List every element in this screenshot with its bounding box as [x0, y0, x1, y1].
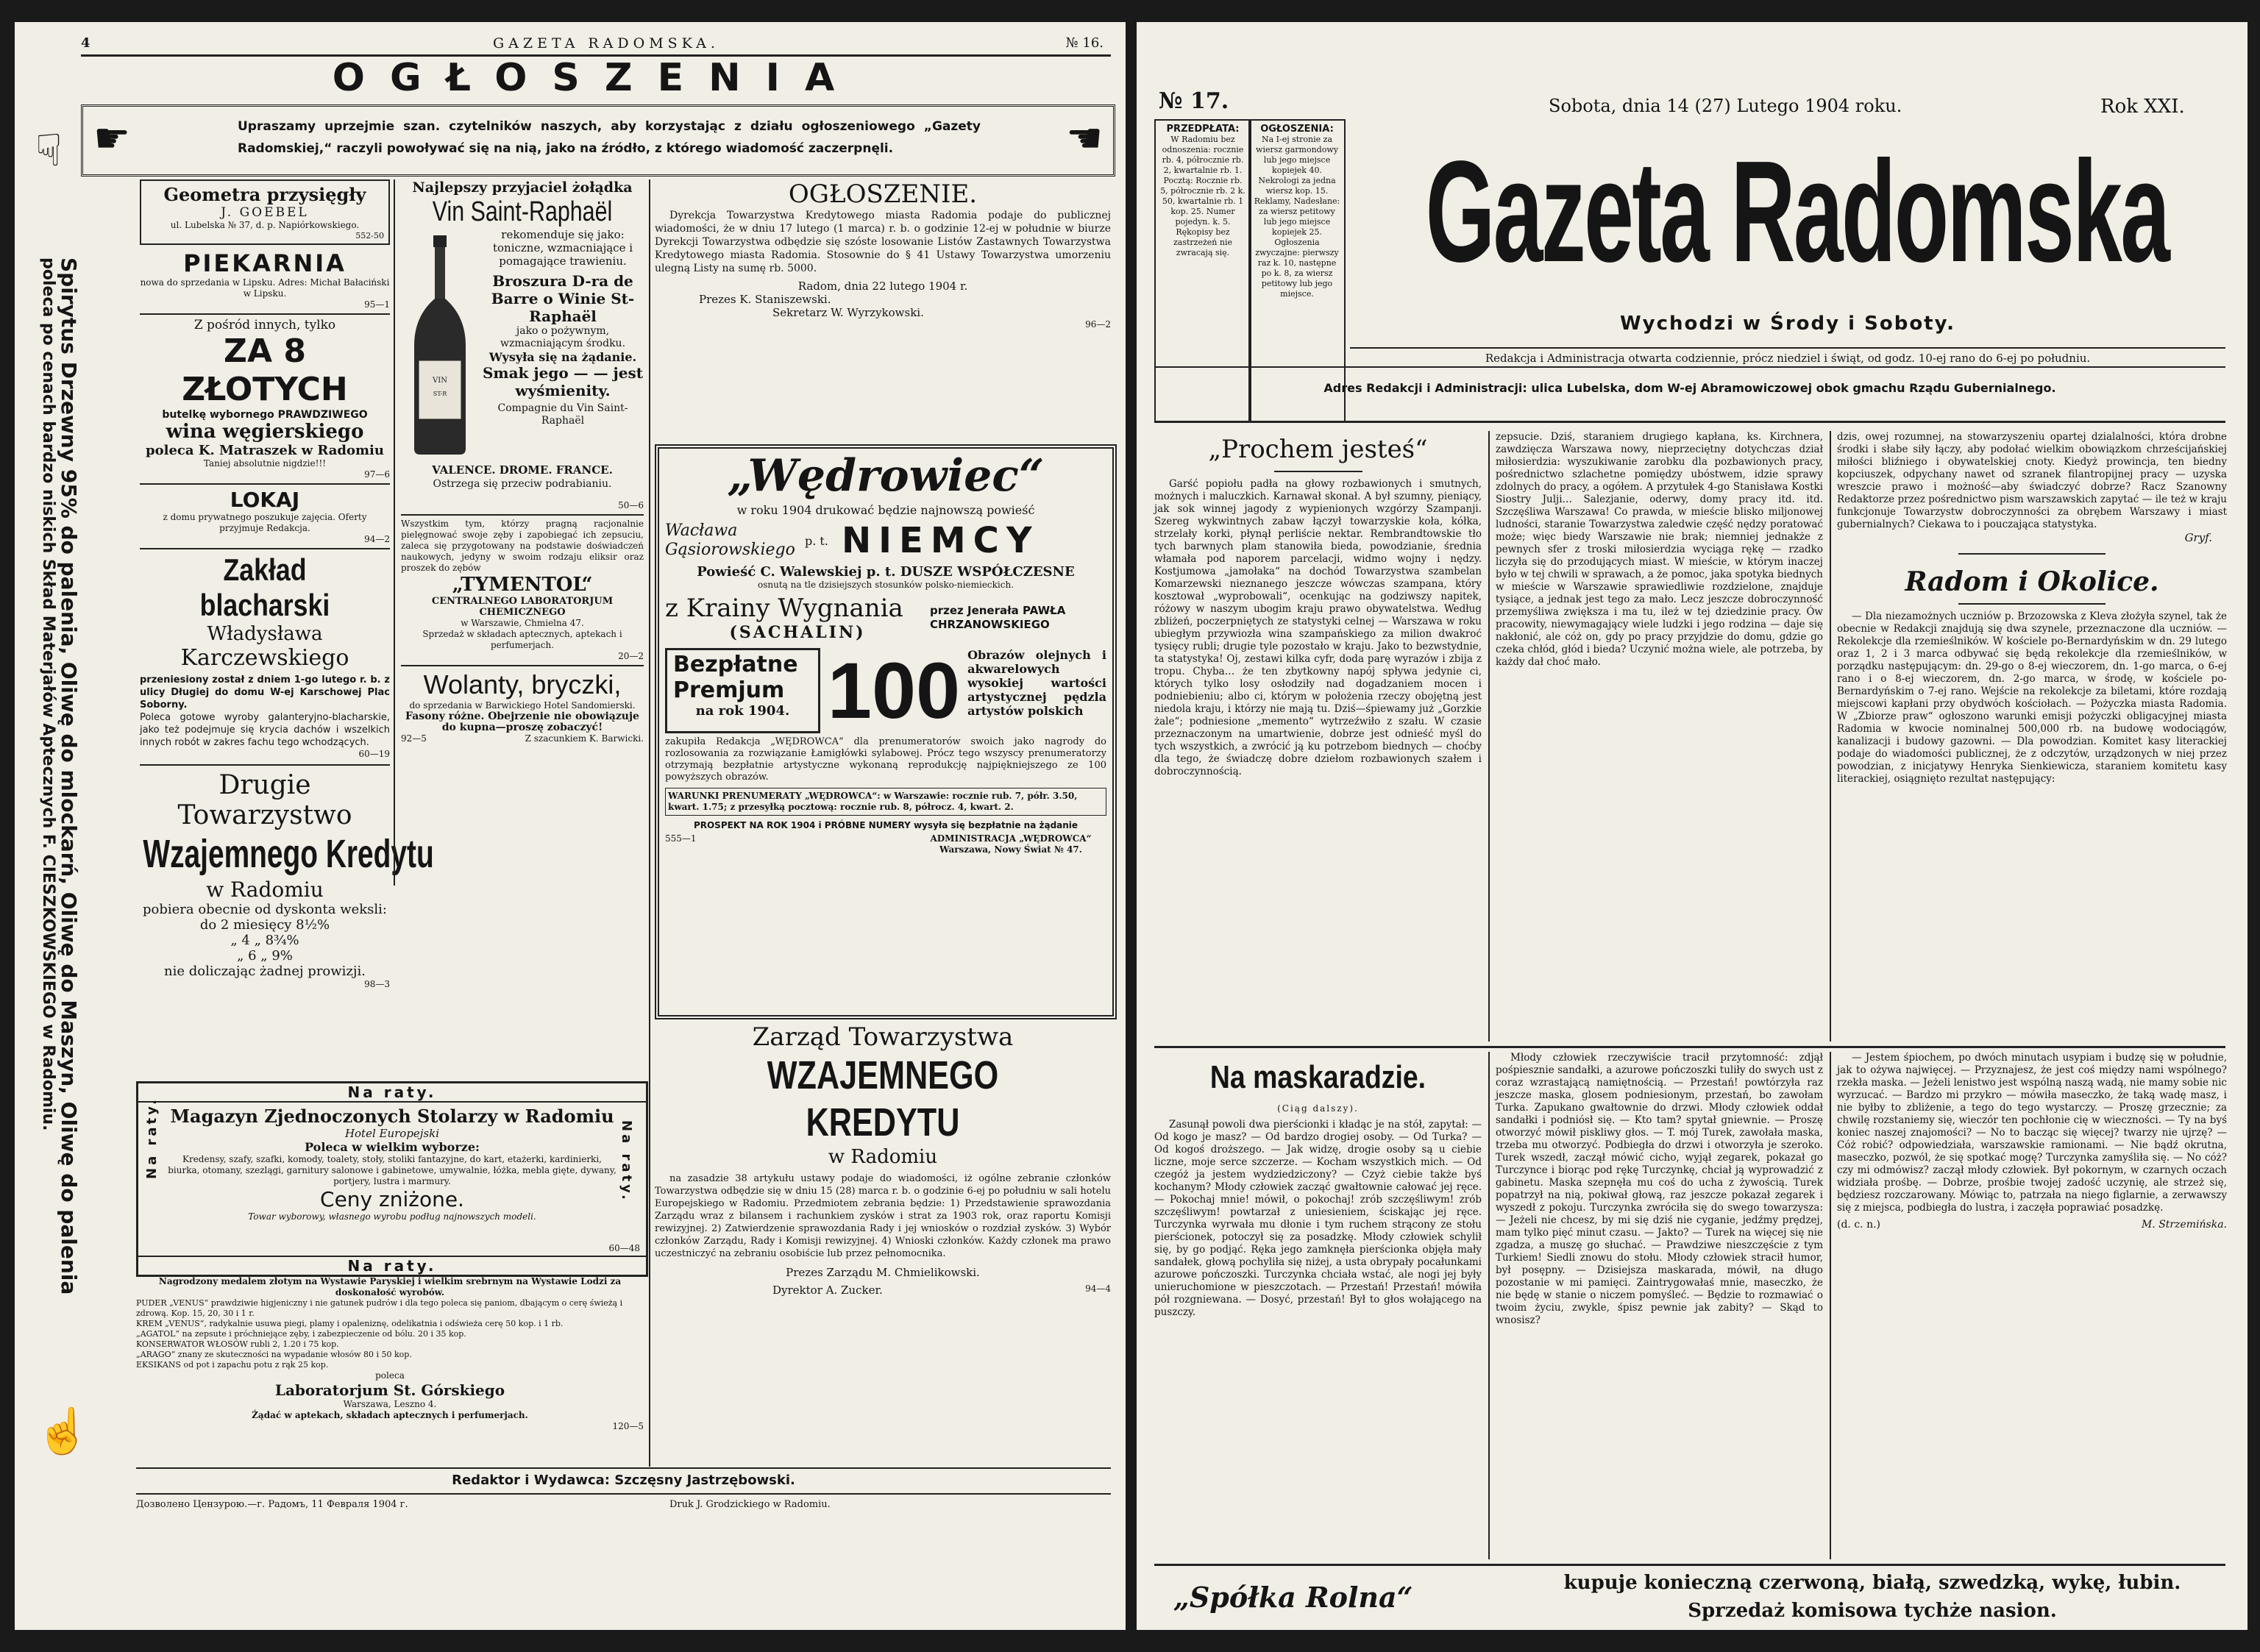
zarzad-text: na zasadzie 38 artykułu ustawy podaje do wiadomości, iż ogólne zebranie członków Towarzystwa odbędzie się w dniu 15 (28) marca r. b. o godzinie 6-ej po południu w sali hotelu Europejskiego w Radomiu. Przedmiotem zebrania będzie: 1) Przedstawienie sprawozdania Zarządu wraz z bilansem i rachunkiem zysków i strat za 1903 rok, oraz raportu Komisji rewizyjnej. 2) Zatwierdzenie sprawozdania Rady i jej wniosków o rozdział zysków. 3) Wybór członków Zarządu, Rady i Komisji rewizyjnej. 4) Wnioski członków. Każdy członek ma prawo uczestniczyć na zebraniu osobiście lub przez pełnomocnika.	[655, 1173, 1111, 1259]
feuilleton-title: Na maskaradzie.	[1209, 1059, 1426, 1095]
section-text: — Dla niezamożnych uczniów p. Brzozowska z Kleva złożyła szynel, tak że obecnie w Redakcji znajdują się dwa szynele, przeznaczone dla uczniów. — Rekolekcje dla rzemieślników. W kościele po-Bernardyńskim w dn. 29 lutego oraz 1, 2 i 3 marca odbywać się będą rekolekcje dla rzemieślników, w porządku następującym: dn. 29-go o 8-ej wieczorem, dn. 1-go marca, o 6-ej rano i o 8-ej wieczorem, dn. 2-go marca, w środę, w kościele po-Bernardyńskim o 7-ej rano. Wejście na rekolekcje za biletami, które rozdają miejscowi kapłani przy obydwóch kościołach. — Pożyczka miasta Radomia. W „Zbiorze praw“ ogłoszono warunki emisji pożyczki obligacyjnej miasta Radomia w kwocie nominalnej 500,000 rb. na budowę wodociągów, kanalizacji i budowy gazowni. — Dla powodzian. Komitet kasy literackiej podaje do wiadomości publicznej, że z odczytów, urządzonych w niej przez powodzian, z inicjatywy Henryka Sienkiewicza, staraniem komitetu kasy literackiej, osiągnięto rezultat następujący:	[1837, 610, 2227, 785]
feuilleton-author: M. Strzemińska.	[2141, 1219, 2227, 1231]
gorski-poleca: poleca	[375, 1370, 405, 1381]
wedrowiec-kraina	[659, 591, 1112, 645]
wino-intro: Z pośród innych, tylko	[193, 318, 336, 332]
svg-text:VIN: VIN	[433, 377, 447, 385]
ad-ref: 92—5	[401, 733, 427, 744]
subscription-text: W Radomiu bez odnoszenia: rocznie rb. 4, półrocznie rb. 2, kwartalnie rb. 1. Pocztą: Rocznie rb. 5, półrocznie rb. 2 k. 50, kwartalnie rb. 1 kop. 25. Numer pojedyn. k. 5. Rękopisy bez zastrzeżeń nie zwracają się.	[1160, 135, 1246, 257]
spolka-name: „Spółka Rolna“	[1173, 1581, 1413, 1614]
wedrowiec-line: w roku 1904 drukować będzie najnowszą powieść	[736, 503, 1035, 517]
ad-geometra	[140, 179, 390, 245]
divider	[1274, 471, 1362, 472]
wino-line: Taniej absolutnie nigdzie!!!	[203, 458, 327, 469]
towarzystwo-title: Drugie Towarzystwo	[177, 770, 352, 830]
magazyn-list: Kredensy, szafy, szafki, komody, toalety, stoły, stoliki fantazyjne, do kart, etażerki, kardinierki, biurka, otomany, szezlągi, garnitury salonowe i gabinetowe, umywalnie, łóżka, mebla gięte, dywany, portjery, lustra i marmury.	[168, 1154, 616, 1186]
issue-year: Rok XXI.	[2100, 96, 2185, 118]
feuilleton-col3	[1837, 1052, 2227, 1559]
section-title: Radom i Okolice.	[1905, 566, 2159, 597]
wolanty-text: Fasony różne. Obejrzenie nie obowiązuje do kupna—proszę zobaczyć!	[405, 711, 639, 733]
gorski-item: EKSIKANS od pot i zapachu potu z rąk 25 kop.	[136, 1360, 329, 1370]
naraty-label: Na raty.	[144, 1096, 160, 1179]
zarzad-title-big: WZAJEMNEGO KREDYTU	[767, 1053, 999, 1144]
magazyn-body	[138, 1103, 646, 1225]
ads-banner: OGŁOSZENIA	[332, 56, 860, 100]
tymentol-lab: CENTRALNEGO LABORATORJUM CHEMICZNEGO	[431, 596, 614, 618]
piekarnia-text: nowa do sprzedania w Lipsku. Adres: Michał Bałaciński w Lipsku.	[140, 277, 390, 299]
divider	[1830, 431, 1831, 1042]
magazyn-sub: Hotel Europejski	[344, 1127, 440, 1140]
ad-ref: 96—2	[1085, 319, 1111, 330]
towarzystwo-title-big: Wzajemnego Kredytu	[143, 832, 434, 876]
rafael-line: Smak jego — — jest wyśmienity.	[482, 364, 644, 399]
rate-line: do 2 miesięcy 8½%	[199, 917, 330, 933]
geometra-address: ul. Lubelska № 37, d. p. Napiórkowskiego.	[170, 220, 360, 230]
ad-ref: 60—19	[358, 749, 390, 759]
pointing-hand-icon: ☛	[1065, 115, 1103, 163]
issue-number: № 16.	[1065, 35, 1104, 51]
article-text: Garść popiołu padła na głowy rozbawionych i smutnych, możnych i maluczkich. Karnawał skonał. A był szumny, pieniący, jak sok winnej jagody z wypienionych wzgórzy Szampanji. Szereg wykwintnych zabaw łączył towarzyskie koła, kółka, strzelały korki, płynął perliście nektar. Rembrandtowskie tło tych barwnych plam stanowiła bieda, powodzianie, średnia włamała pod naporem parcelacji, widmo wojny i nędzy. Kostjumowa „jamołaka“ na dochód Towarzystwa szambelan Komarzewski nieznanego jeszcze wówczas szampana, który kosztował „wyprobowali“, ocenkując na godziwszy napitek, różowy w naszym ubogim kraju prawo obywatelstwa. Według zbliżeń, poczerpniętych ze statystyki celnej — Warszawa w roku ubiegłym przywiozła wina szampańskiego za milion dwakroć tysięcy rubli; drugie tyle pozostało w kraju. Jako to bezwstydnie, ta statystyka! Oj, zestawi kilka cyfr, doda parę wyrazów i zbija z tropu. Chyba… że ten zbytkowny napój spływa jedynie ci, których tylko losy osłodziły nad dogadzaniem mocen i podniebieniu; albo ci, którym w położenia rzeczy obojętną jest niedola kraju, i którzy nie mają tu. Dziś—śpiewamy już „Gorzkie żale“; podniesione „memento“ wytrzeźwiło z szału. W czasie przeznaczonym na umartwienie, dobrze jest odnieść myśl do tych wszystkich, a zwrócić ją ku potrzebom biednych — choćby dla tego, że świadczę dobre dziełom rozbawionych szałem i dobroczynnością.	[1154, 478, 1482, 777]
censor-line: Дозволено Цензурою.—г. Радомъ, 11 Февраля 1904 г.	[136, 1499, 408, 1510]
wedrowiec-line: Powieść C. Walewskiej p. t. DUSZE WSPÓŁCZESNE	[697, 564, 1075, 580]
lokaj-text: z domu prywatnego poszukuje zajęcia. Oferty przyjmuje Redakcja.	[163, 512, 367, 533]
gorski-sale: Żądać w aptekach, składach aptecznych i perfumerjach.	[252, 1410, 528, 1420]
rafael-text	[482, 228, 644, 427]
rafael-line: VALENCE. DROME. FRANCE.	[432, 463, 613, 477]
kraina-sachalin: (SACHALIN)	[729, 623, 866, 642]
masthead-subtitle: Wychodzi w Środy i Soboty.	[1619, 313, 1956, 335]
blacharski-text: przeniesiony został z dniem 1-go lutego r. b. z ulicy Długiej do domu W-ej Karschowej Plac Soborny.	[140, 674, 390, 711]
side-strip	[35, 125, 90, 1464]
blacharski-owner: Karczewskiego	[180, 645, 349, 671]
divider	[140, 764, 390, 766]
divider	[136, 1493, 1111, 1495]
divider	[649, 179, 650, 1467]
ad-rates-text: Na I-ej stronie za wiersz garmondowy lub jego miejsce kopiejek 40. Nekrologi za jedna wiersz kop. 15. Reklamy, Nadesłane: za wiersz petitowy lub jego miejsce kopiejek 25. Ogłoszenia zwyczajne: pierwszy raz k. 10, następne po k. 8, za wiersz petitowy lub jego miejsce.	[1254, 135, 1340, 299]
divider	[1154, 421, 2225, 423]
page-number: 4	[81, 35, 90, 51]
wedrowiec-desc: zakupiła Redakcja „WĘDROWCA“ dla prenumeratorów swoich jako nagrody do rozlosowania za rozwiązanie Łamigłówki sylabowej. Prócz tego wszyscy prenumeratorzy otrzymają bezpłatnie artystyczne wykonaną reprodukcję najpiękniejszego ze 100 powyższych obrazów.	[665, 736, 1106, 783]
gorski-addr: Warszawa, Leszno 4.	[343, 1399, 437, 1409]
svg-text:ST-R: ST-R	[433, 391, 447, 397]
magazyn-prices: Ceny zniżone.	[320, 1187, 464, 1211]
divider	[401, 665, 644, 666]
premium-text: Obrazów olejnych i akwarelowych wysokiej wartości artystycznej pędzla artystów polskich	[967, 648, 1106, 718]
rafael-body	[401, 228, 644, 500]
side-text-spirytus: Spirytus Drzewny 95% do palenia, Oliwę do mlockarń, Oliwę do Maszyn, Oliwę do palenia	[57, 257, 81, 1295]
piekarnia-title: PIEKARNIA	[183, 249, 347, 277]
kraina-block	[665, 594, 930, 642]
wedrowiec-author: Wacława Gąsiorowskiego	[665, 521, 795, 559]
blacharski-text: Poleca gotowe wyroby galanteryjno-blacharskie, jako też podejmuje się krycia dachów i wszelkich innych robót w zakres fachu tego wchodzących.	[140, 712, 390, 748]
divider	[136, 1467, 1111, 1469]
spolka-line: Sprzedaż komisowa tychże nasion.	[1688, 1600, 2057, 1622]
naraty-label: Na raty.	[138, 1083, 646, 1103]
column-2	[401, 179, 644, 878]
divider	[1154, 366, 2225, 368]
article-text: dzis, owej rozumnej, na stowarzyszeniu opartej dzialalności, która drobne środki i słabe siły łączy, aby podołać wielkim obowiązkom chrześcijańskiej miłości bliźniego i obywatelskiej cnoty. Kiedyż prowincja, ten biedny kopciuszek, odpychany nawet od szranek filantropijnej pracy — uzyska wreszcie prawo i możność—aby świadczyć dobrze? Racz Szanowny Redaktorze przez pośrednictwo pism warszawskich zapytać — ile też w kraju funkcjonuje Towarzystw dobroczynności za obrębem Warszawy i miast gubernialnych? Ciekawa to i pouczająca statystyka.	[1837, 431, 2227, 530]
magazyn-poleca: Poleca w wielkim wyborze:	[305, 1140, 480, 1154]
kraina-author: przez Jenerała PAWŁA CHRZANOWSKIEGO	[930, 604, 1066, 631]
article-signature: Gryf.	[2184, 531, 2212, 544]
notice-signature: Sekretarz W. Wyrzykowski.	[772, 306, 924, 319]
magazyn-tail: Towar wyborowy, własnego wyrobu podług najnowszych modeli.	[248, 1211, 536, 1222]
wolanty-title: Wolanty, bryczki,	[423, 669, 622, 699]
towarzystwo-line: nie doliczając żadnej prowizji.	[164, 964, 366, 979]
rafael-line: Compagnie du Vin Saint-Raphaël	[497, 402, 628, 427]
pointing-hand-icon: ☝	[35, 1406, 90, 1457]
divider	[1488, 431, 1490, 1042]
naraty-label: Na raty.	[138, 1256, 646, 1275]
divider	[401, 514, 644, 516]
wedrowiec-premium	[659, 645, 1112, 736]
ad-ref: 97—6	[364, 469, 390, 480]
rate-line: „ 4 „ 8¾%	[230, 933, 299, 948]
ad-ref: 94—4	[1085, 1283, 1111, 1294]
tymentol-sale: Sprzedaż w składach aptecznych, aptekach i perfumerjach.	[422, 629, 622, 650]
wedrowiec-novel	[659, 517, 1112, 564]
gorski-ad	[136, 1276, 644, 1464]
ad-rates-box	[1248, 119, 1346, 422]
feuilleton-text: — Jestem śpiochem, po dwóch minutach usypiam i budzę się w południe, jak to ożywa najwięcej. — Przyznajesz, że jest coś między nami wspólnego? rzekła maska. — Jeżeli lenistwo jest wspólną naszą wadą, nie mamy sobie nic wyrzucać. — Bardzo mi przykro — mówiła maseczko, że taką wadę masz, i nie byłby to zbliżenie, a tego do tego wystarczy. — Proszę grzecznie; za chwilę rozstaniemy się, wieczór ten pochłonie cię w wieczności. — Ty na byś koniec naszej znajomości? — No to bacząc się więcej? twarzy nie ujrzę? — Cóż robić? odpowiedziała, warszawskie ramionami. — Nie bądź okrutna, maseczko, pozwól, że się spotkać mogę? Turczynka zamyśliła się. — No cóż? czy mi odmówisz? zaczął młody człowiek. Był pokornym, w czarnych oczach widziała prośbę. — Dobrze, prośbie twojej zadość uczynię, ale strzeż się, będziesz rozczarowany. Mówiąc to, patrzała na niego figlarnie, a zerwawszy się z miejsca, podbiegła do lustra, i zaczęła poprawiać posadzkę.	[1837, 1052, 2227, 1214]
subscription-box	[1154, 119, 1251, 422]
gorski-item: KREM „VENUS“, radykalnie usuwa piegi, plamy i opaleniznę, odelikatnia i odświeża cerę 50 kop. i 1 rb.	[136, 1319, 564, 1328]
editor-line: Redaktor i Wydawca: Szczęsny Jastrzębowski.	[452, 1473, 795, 1488]
divider	[1830, 1052, 1831, 1559]
ad-ref: 50—6	[618, 500, 644, 510]
appeal-box	[81, 104, 1115, 177]
wedrowiec-line: osnutą na tle dzisiejszych stosunków polsko-niemieckich.	[757, 580, 1014, 590]
side-text-cieszkowski: poleca po cenach bardzo niskich Skład Materjałów Aptecznych F. CIESZKOWSKIEGO w Radomiu.	[39, 257, 57, 1131]
geometra-title: Geometra przysięgły	[163, 184, 366, 205]
ad-ref: 120—5	[612, 1421, 644, 1431]
zarzad-footer	[655, 1279, 1111, 1301]
wedrowiec-novel-title: NIEMCY	[842, 520, 1040, 561]
article-text: zepsucie. Dziś, staraniem drugiego kapłana, ks. Kirchnera, zawdzięcza Warszawa nowy, nieprzeciętny dotychczas dział miłosierdzia: wyszukiwanie zarobku dla pozbawionych pracy, pośrednictwo szlachetne pomiędzy ubóstwem, idzie sprawy zdolnych do pracy, a ogółem. A przytułek 4-go Stanisława Kostki Siostry Julji… Salezjanie, oderwy, domy pracy itd. itd. Szczęśliwa Warszawa! Co prawda, w mieście blisko miljonowej ludności, staranie Towarzystwa zaledwie część nędzy poratować może; więc biedy Warszawie nie brak; niemniej jednakże z pewnych sfer z troski miłosierdzia wyciąga rękę — rzadko liczyła się do przodujących miast. W mieście, w którym inaczej było w tej chwili w sprawach, a że pomoc, jaka spotyka biednych w mieście w Warszawie sprawiedliwie rozdzielone, znajduje tysiące, a jednak jest tego za mało. Lecz jeszcze dobroczynność przemyśliwa zwiększa i ma tu, ileż w tej dziedzinie pracy. Ów pracowity, niewymagający wiele ludzki i jego rodzina — daje się nakłonić, ale cóż on, gdy po pracy przyjdzie do domu, gdzie go czeka chłód, głód i bieda? Uczynić można wiele, ale potrzeba, by każdy dał choć mało.	[1496, 431, 1823, 668]
office-address: Adres Redakcji i Administracji: ulica Lubelska, dom W-ej Abramowiczowej obok gmachu Rządu Gubernialnego.	[1323, 381, 2056, 395]
kraina-title: z Krainy Wygnania	[665, 594, 903, 623]
ad-ref: 94—2	[364, 534, 390, 544]
geometra-name: J. GOEBEL	[221, 205, 309, 220]
premium-label: Premjum	[673, 677, 785, 703]
wolanty-text: do sprzedania w Barwickiego Hotel Sandomierski.	[409, 700, 636, 711]
divider	[1958, 603, 2106, 605]
feuilleton-text: Młody człowiek rzeczywiście tracił przytomność: zdjął pośpiesznie sandałki, a azurowe pończoszki tuliły do swych ust z coraz wzrastającą namiętnością. — Przestań! powtórzyła raz jeszcze maska, glosem podniesionym, przestań, bo zawołam Turka. Zapukano gwałtownie do drzwi. Młody człowiek oddał sandałki i podniósł się. — Kto tam? spytał gniewnie. — Proszę otworzyć mówił piskliwy głos. — T. mój Turek, zawołała maska, trzeba mu otworzyć. Podbiegła do drzwi i otworzyła je szeroko. Turek wszedł, zaczął mówić cicho, wyjął zegarek, pokazał go Turczynce i biorąc pod rękę Turczynkę, chciał ją wyprowadzić z gabinetu. Maska szepnęła mu coś do ucha z żywością. Turek popatrzył na nią, pokiwał głową, raz jeszcze pokazał zegarek i wyszedł z pokoju. Turczynka zwróciła się do swego towarzysza: — Jeżeli nie chcesz, by mi się dziś nie cyganie, jedźmy prędzej, mam tylko pięć minut czasu. — Jakto? — Turek na więcej się nie zgadza, a muszę go słuchać. — Prawdziwe nieszczęście z tym Turkiem! Siedli znowu do stołu. Młody człowiek stracił humor, był posępny. — Dzisiejsza maskarada, mówił, na długo pozostanie w mi pamięci. Zaintrygowałaś mnie, maseczko, że nie będę w stanie o niczem pomyśleć. — Będzie to rozmawiać o twoim życiu, zwykle, śpisz pewnie jak zabity? — Skąd to wnosisz?	[1496, 1052, 1823, 1326]
divider	[1154, 1046, 2225, 1048]
ogloszenie-notice	[655, 179, 1111, 441]
rate-line: „ 6 „ 9%	[237, 948, 293, 964]
feuilleton-text: Zasunął powoli dwa pierścionki i kładąc je na stół, zapytał: — Od kogo je masz? — Od bardzo drogiej osoby. — Od Turka? — Od kogoś droższego. — Jak widzę, drogie osoby są u ciebie liczne, moje serce szczerze. — Kocham wszystkich mich. — Od czegóż ja jestem wydziedziczony? — Czyż ciebie także byś kochanym? Młody człowiek zacząć gwałtownie całować jej ręce. — Pokochaj mnie! mówił, o pokochaj! zrób szczęśliwym! zrób szczęśliwym! powtarzał z uniesieniem, ściskając jej ręce. Turczynka wyrwała mu dłonie i tym ruchem strącony ze stołu pierścionek, potoczył się za posadzkę. Młody człowiek schylił się, by go podjąć. Ręka jego zamknęła pierścionka objęła mały sandałek, głową pochyliła się niżej, a usta obrypały pocałunkami azurowe pończoszki. Turczynka chciała wstać, ale nogi jej były unieruchomione w pieszczotach. — Przestań! Przestań! mówiła pół rozgniewana. — Dosyć, przestań! Był to głos wołającego na puszczy.	[1154, 1119, 1482, 1318]
premium-box	[665, 648, 820, 733]
running-head	[81, 35, 1104, 51]
divider	[140, 313, 390, 315]
rafael-line: Ostrzega się przeciw podrabianiu.	[433, 478, 612, 490]
left-page	[15, 22, 1126, 1630]
pointing-hand-icon: ☟	[35, 125, 63, 177]
ad-rates-title: OGŁOSZENIA:	[1260, 124, 1334, 135]
gorski-item: KONSERWATOR WŁOSÓW rubli 2, 1.20 i 75 kop.	[136, 1339, 339, 1349]
appeal-text: Upraszamy uprzejmie szan. czytelników naszych, aby korzystając z działu ogłoszeniowego „Gazety Radomskiej,“ raczyli powoływać się na nią, jako na źródło, z którego wiadomość zaczerpnęli.	[238, 119, 981, 156]
premium-label: Bezpłatne	[673, 652, 798, 677]
wino-line: wina węgierskiego	[166, 421, 364, 443]
rafael-title: Najlepszy przyjaciel żołądka	[412, 179, 633, 196]
magazyn-title: Magazyn Zjednoczonych Stolarzy w Radomiu	[170, 1106, 614, 1127]
notice-signature: Prezes K. Staniszewski.	[699, 293, 831, 306]
wine-bottle-icon	[407, 235, 473, 456]
zarzad-signature: Prezes Zarządu M. Chmielikowski.	[786, 1266, 980, 1279]
wedrowiec-pt: p. t.	[805, 533, 828, 548]
feuilleton-footer	[1837, 1219, 2227, 1231]
wedrowiec-terms: WARUNKI PRENUMERATY „WĘDROWCA“: w Warszawie: rocznie rub. 7, półr. 3.50, kwart. 1.75; z przesyłką pocztową: rocznie rub. 8, półrocz. 4, kwart. 2.	[665, 788, 1106, 816]
blacharski-title: Zakład blacharski	[199, 552, 330, 622]
ad-ref: 555—1	[665, 833, 697, 844]
wino-line: butelkę wybornego PRAWDZIWEGO	[162, 409, 368, 421]
zarzad-city: w Radomiu	[828, 1146, 938, 1168]
gorski-lab: Laboratorjum St. Górskiego	[274, 1381, 505, 1399]
ad-ref: 552-50	[355, 231, 384, 241]
running-title: GAZETA RADOMSKA.	[493, 35, 719, 51]
subscription-title: PRZEDPŁATA:	[1166, 124, 1240, 135]
wolanty-footer	[401, 733, 644, 744]
printer-line: Druk J. Grodzickiego w Radomiu.	[669, 1499, 831, 1510]
tymentol-city: w Warszawie, Chmielna 47.	[461, 618, 584, 628]
divider	[1154, 1564, 2225, 1566]
lokaj-title: LOKAJ	[230, 488, 300, 512]
rafael-line: Broszura D-ra de Barre o Winie St-Raphaël	[491, 272, 635, 325]
issue-date: Sobota, dnia 14 (27) Lutego 1904 roku.	[1549, 96, 1902, 116]
ad-ref: 95—1	[364, 299, 390, 310]
wolanty-signature: Z szacunkiem K. Barwicki.	[525, 733, 644, 744]
naraty-label: Na raty.	[618, 1120, 634, 1203]
magazyn-ad	[136, 1081, 648, 1277]
notice-text: Dyrekcja Towarzystwa Kredytowego miasta Radomia podaje do publicznej wiadomości, że w dniu 17 lutego (1 marca) r. b. o godzinie 12-ej w południe w biurze Dyrekcji Towarzystwa odbędzie się szóste losowanie Listów Zastawnych Towarzystwa Kredytowego miasta Radomia. Stosownie do § 41 Ustawy Towarzystwa umorzeniu ulegną Listy na sumę rb. 5000.	[655, 210, 1111, 274]
spolka-line: kupuje konieczną czerwoną, białą, szwedzką, wykę, łubin.	[1563, 1572, 2181, 1594]
gorski-item: PUDER „VENUS“ prawdziwie higjeniczny i nie gatunek pudrów i dla tego poleca się paniom, dbającym o cerę świeżą i zdrową. Kop. 15, 20, 30 i 1 r.	[136, 1298, 623, 1318]
zarzad-title: Zarząd Towarzystwa	[752, 1022, 1014, 1052]
zarzad-notice	[655, 1022, 1111, 1456]
right-page	[1137, 22, 2247, 1630]
gorski-item: „ARAGO“ znany ze skuteczności na wypadanie włosów 80 i 50 kop.	[136, 1350, 412, 1359]
tymentol-name: „TYMENTOL“	[452, 574, 593, 596]
tymentol-text: Wszystkim tym, którzy pragną racjonalnie pielęgnować swoje zęby i zapobiegać ich zepsuciu, zaleca się przygotowany na podstawie doświadczeń naukowych, jedyny w swoim rodzaju eliksir oraz proszek do zębów	[401, 519, 644, 573]
ad-ref: 20—2	[618, 651, 644, 661]
wedrowiec-prospekt: PROSPEKT NA ROK 1904 i PRÓBNE NUMERY wysyła się bezpłatnie na żądanie	[693, 820, 1079, 830]
divider	[140, 483, 390, 485]
gorski-item: „AGATOL“ na zepsute i próchniejące zęby, i zabezpieczenie od bólu. 20 i 35 kop.	[136, 1329, 466, 1339]
wino-price: ZA 8 ZŁOTYCH	[182, 332, 348, 408]
gorski-head: Nagrodzony medalem złotym na Wystawie Paryskiej i wielkim srebrnym na Wystawie Lodzi za doskonałość wyrobów.	[158, 1276, 622, 1297]
zarzad-signature: Dyrektor A. Zucker.	[772, 1283, 883, 1297]
rafael-brand: Vin Saint-Raphaël	[432, 196, 613, 227]
premium-year: na rok 1904.	[695, 703, 790, 719]
wino-line: poleca K. Matraszek w Radomiu	[146, 443, 384, 458]
article-prochem-col1	[1154, 431, 1482, 1042]
rafael-line: jako o pożywnym, wzmacniającym środku.	[500, 325, 626, 349]
divider	[1488, 1052, 1490, 1559]
towarzystwo-city: w Radomiu	[206, 877, 324, 902]
ad-ref: 98—3	[364, 979, 390, 989]
divider	[140, 548, 390, 549]
wedrowiec-admin: ADMINISTRACJA „WĘDROWCA“ Warszawa, Nowy Świat № 47.	[930, 833, 1092, 855]
ad-ref: 60—48	[608, 1243, 640, 1253]
office-hours: Redakcja i Administracja otwarta codziennie, prócz niedziel i świąt, od godz. 10-ej rano do 6-ej po południu.	[1485, 352, 2091, 365]
feuilleton-subtitle: (Ciąg dalszy).	[1277, 1103, 1359, 1114]
article-title: „Prochem jesteś“	[1208, 435, 1428, 464]
premium-number: 100	[827, 646, 961, 735]
towarzystwo-line: pobiera obecnie od dyskonta weksli:	[143, 902, 387, 917]
notice-date: Radom, dnia 22 lutego 1904 r.	[797, 280, 968, 293]
wedrowiec-ad	[655, 444, 1117, 1019]
feuilleton-col1	[1154, 1052, 1482, 1559]
divider	[394, 179, 395, 886]
rafael-line: rekomenduje się jako: toniczne, wzmacniające i pomagające trawieniu.	[492, 228, 633, 268]
masthead-title: Gazeta Radomska	[1425, 131, 2169, 292]
wedrowiec-footer	[659, 830, 1112, 858]
feuilleton-continued: (d. c. n.)	[1837, 1219, 1880, 1231]
wedrowiec-title: „Wędrowiec“	[727, 450, 1045, 502]
divider	[1958, 553, 2106, 555]
article-prochem-col3	[1837, 431, 2227, 1042]
pointing-hand-icon: ☛	[93, 115, 131, 163]
notice-title: OGŁOSZENIE.	[788, 179, 978, 209]
issue-number: № 17.	[1159, 88, 1229, 114]
rafael-line: Wysyła się na żądanie.	[488, 350, 637, 364]
blacharski-owner: Władysława	[207, 623, 323, 645]
article-prochem-col2	[1496, 431, 1823, 1042]
feuilleton-col2	[1496, 1052, 1823, 1559]
divider	[1350, 347, 2225, 349]
